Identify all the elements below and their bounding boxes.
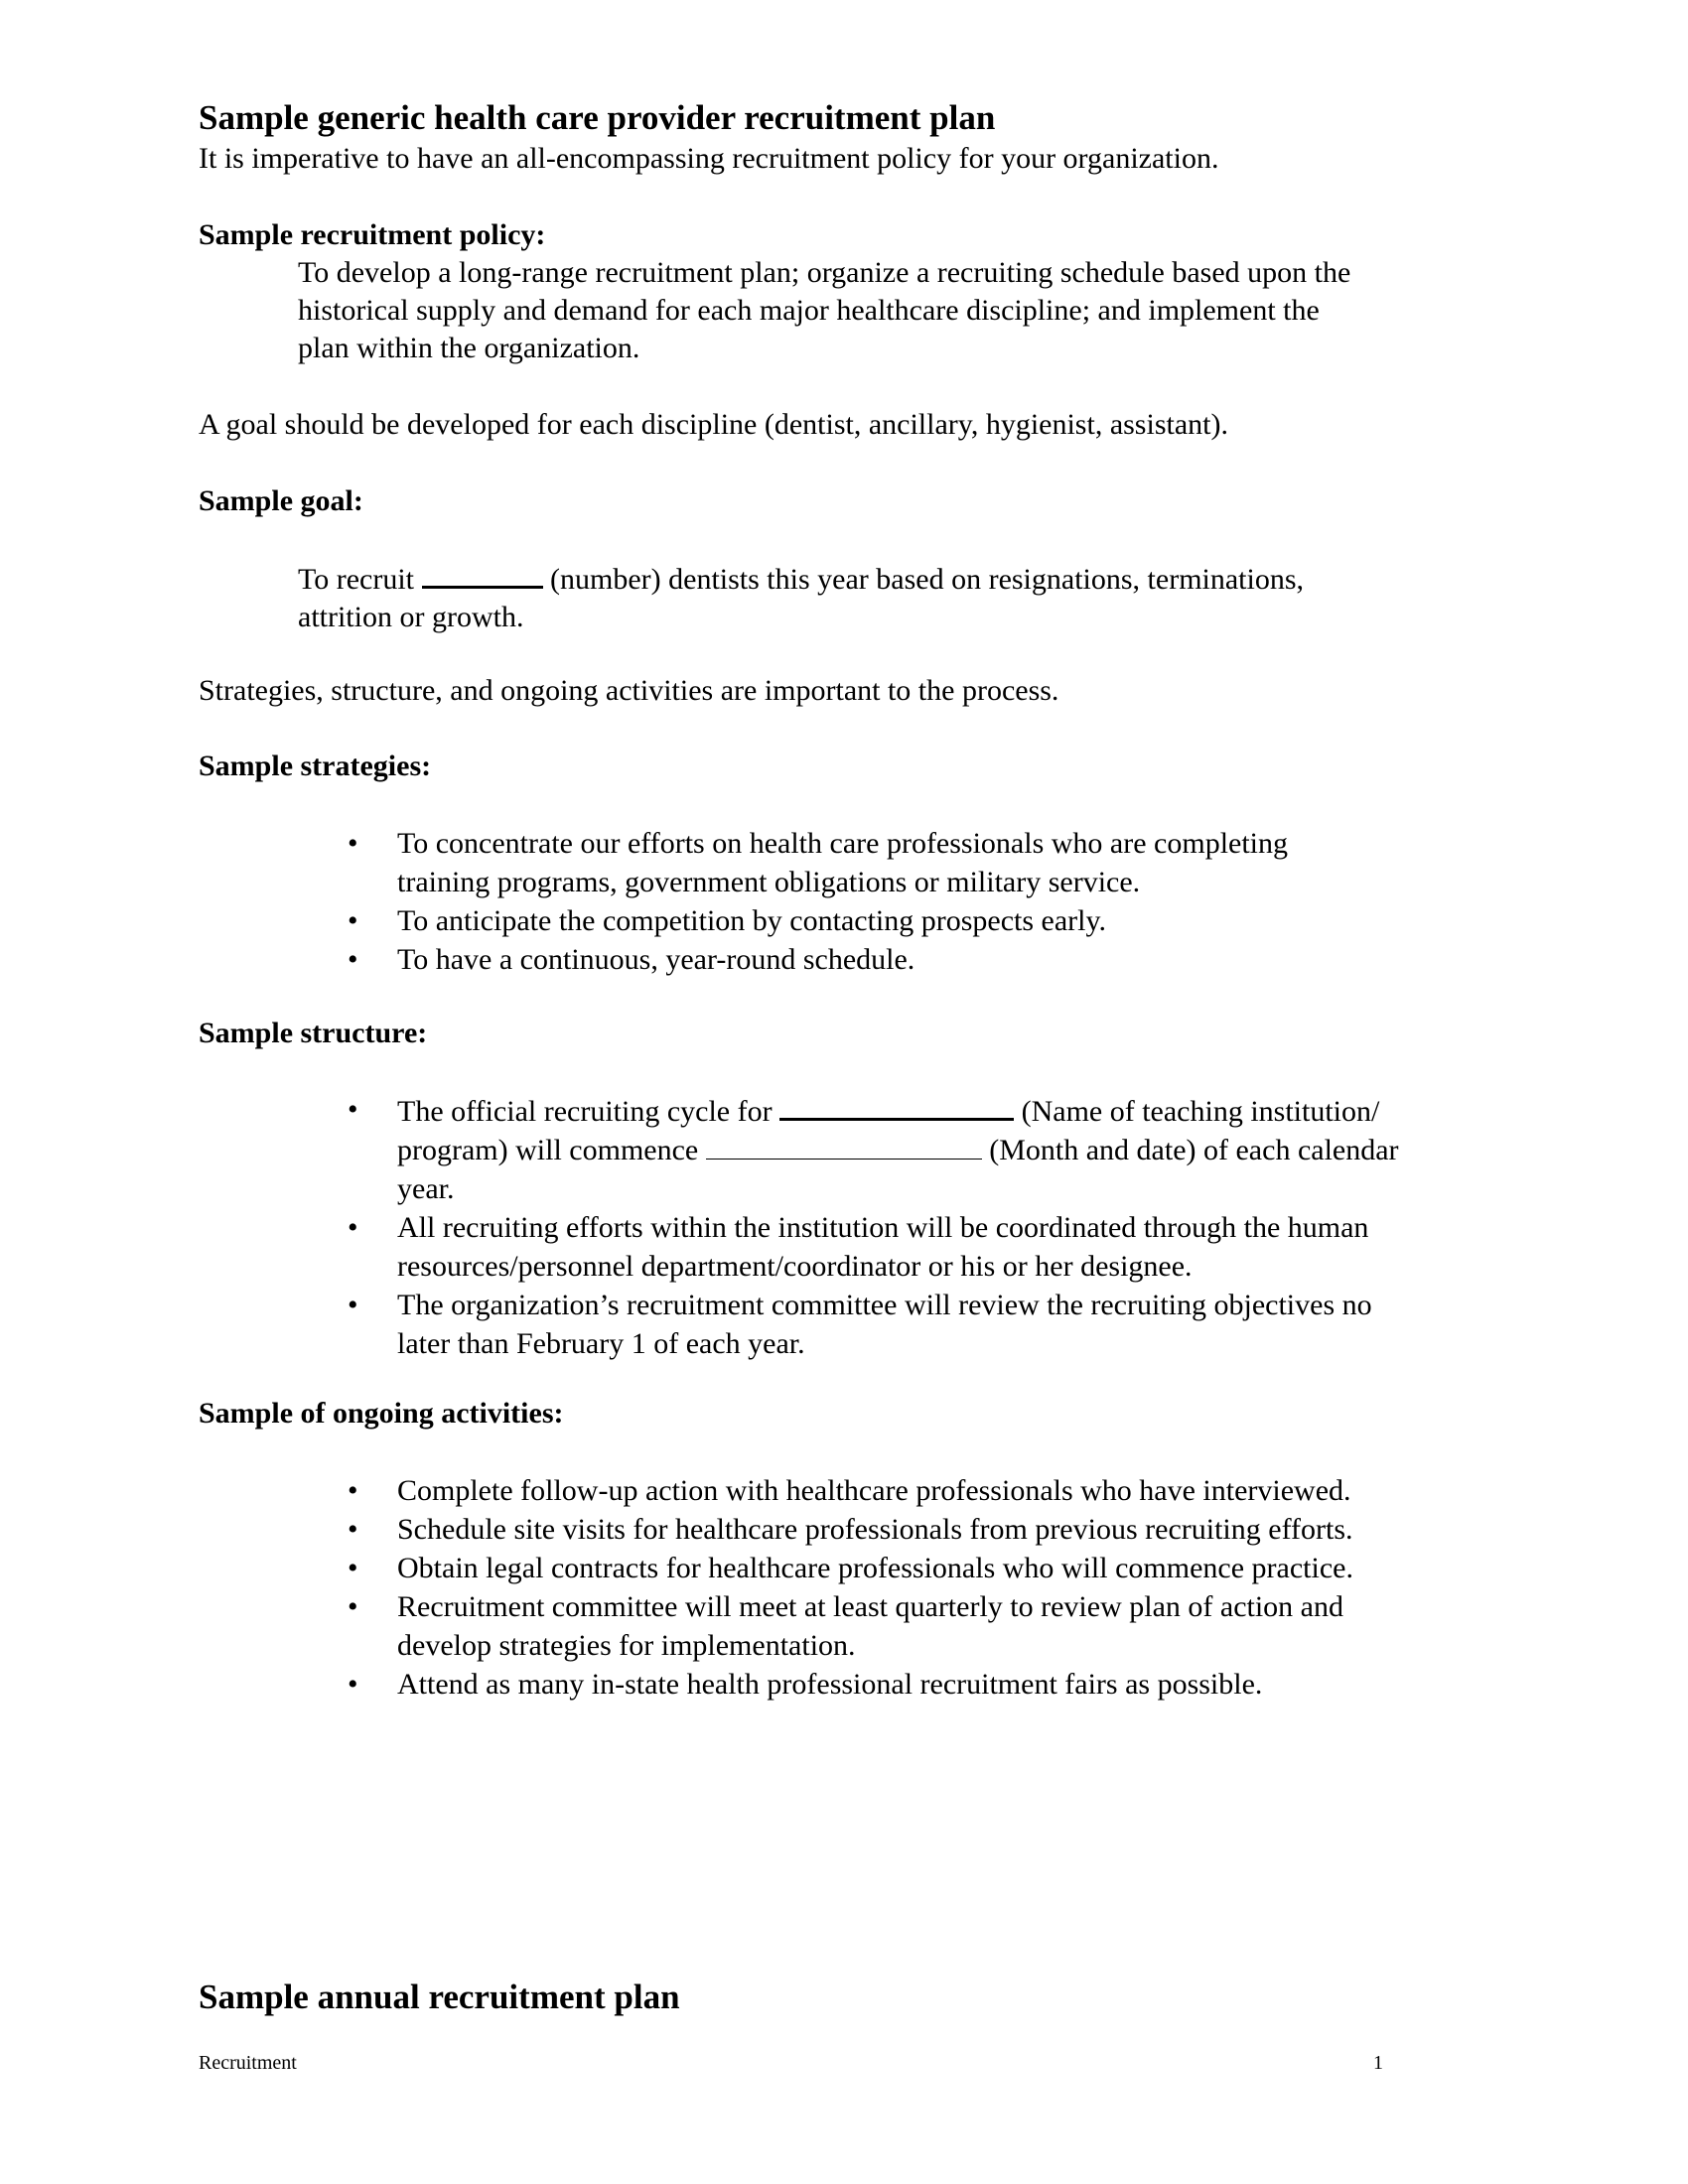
list-item bbox=[343, 824, 1288, 901]
list-item-text: later than February 1 of each year. bbox=[397, 1327, 805, 1360]
policy-line: To develop a long-range recruitment plan; organize a recruiting schedule based upon the bbox=[298, 256, 1351, 289]
activities-heading: Sample of ongoing activities: bbox=[199, 1397, 564, 1430]
list-item-text: Recruitment committee will meet at least quarterly to review plan of action and bbox=[397, 1590, 1343, 1623]
list-item-text: Complete follow-up action with healthcare professionals who have interviewed. bbox=[397, 1474, 1351, 1507]
list-item bbox=[343, 1587, 1353, 1665]
goal-line bbox=[298, 558, 1304, 599]
bullet-icon: • bbox=[348, 1513, 358, 1546]
goal-intro-text: A goal should be developed for each discipline (dentist, ancillary, hygienist, assistant). bbox=[199, 408, 1228, 441]
bullet-icon: • bbox=[348, 1552, 358, 1584]
bullet-icon: • bbox=[348, 1668, 358, 1701]
bullet-icon: • bbox=[348, 904, 358, 937]
list-item bbox=[343, 1208, 1399, 1286]
list-item bbox=[343, 1510, 1353, 1549]
structure-list bbox=[343, 1090, 1399, 1363]
list-item bbox=[343, 1286, 1399, 1363]
institution-name-blank bbox=[779, 1090, 1014, 1121]
list-item-text: Schedule site visits for healthcare professionals from previous recruiting efforts. bbox=[397, 1513, 1353, 1546]
bullet-icon: • bbox=[348, 1093, 358, 1126]
list-item-text: All recruiting efforts within the institution will be coordinated through the human bbox=[397, 1211, 1369, 1244]
list-item-text: training programs, government obligations or military service. bbox=[397, 866, 1141, 898]
bullet-icon: • bbox=[348, 1289, 358, 1321]
list-item-text bbox=[397, 1131, 1399, 1169]
bullet-icon: • bbox=[348, 1590, 358, 1623]
structure-text-before: program) will commence bbox=[397, 1134, 706, 1166]
policy-line: plan within the organization. bbox=[298, 332, 640, 364]
bullet-icon: • bbox=[348, 827, 358, 860]
list-item-text: year. bbox=[397, 1172, 455, 1205]
structure-heading: Sample structure: bbox=[199, 1017, 428, 1049]
policy-heading: Sample recruitment policy: bbox=[199, 218, 546, 251]
list-item-text: develop strategies for implementation. bbox=[397, 1629, 856, 1662]
list-item-text bbox=[397, 1090, 1399, 1131]
list-item-text: To have a continuous, year-round schedule. bbox=[397, 943, 915, 976]
goal-heading: Sample goal: bbox=[199, 484, 363, 517]
list-item bbox=[343, 1090, 1399, 1208]
list-item-text: Attend as many in-state health professional recruitment fairs as possible. bbox=[397, 1668, 1263, 1701]
policy-line: historical supply and demand for each major healthcare discipline; and implement the bbox=[298, 294, 1320, 327]
number-blank bbox=[422, 558, 543, 589]
list-item-text: To anticipate the competition by contacting prospects early. bbox=[397, 904, 1107, 937]
bullet-icon: • bbox=[348, 943, 358, 976]
goal-text-before: To recruit bbox=[298, 563, 422, 596]
footer-label: Recruitment bbox=[199, 2052, 297, 2074]
list-item-text: Obtain legal contracts for healthcare professionals who will commence practice. bbox=[397, 1552, 1353, 1584]
annual-plan-title: Sample annual recruitment plan bbox=[199, 1978, 680, 2016]
goal-text-after: (number) dentists this year based on resignations, terminations, bbox=[542, 563, 1305, 596]
list-item-text: To concentrate our efforts on health care professionals who are completing bbox=[397, 827, 1289, 860]
policy-text bbox=[298, 254, 1350, 367]
month-date-blank bbox=[706, 1131, 982, 1160]
goal-line: attrition or growth. bbox=[298, 601, 524, 633]
list-item bbox=[343, 1471, 1353, 1510]
list-item bbox=[343, 940, 1288, 979]
document-title: Sample generic health care provider recruitment plan bbox=[199, 98, 996, 137]
list-item bbox=[343, 901, 1288, 940]
structure-text-after: (Name of teaching institution/ bbox=[1014, 1095, 1380, 1128]
strategies-intro-text: Strategies, structure, and ongoing activities are important to the process. bbox=[199, 674, 1059, 707]
bullet-icon: • bbox=[348, 1211, 358, 1244]
list-item-text: The organization’s recruitment committee will review the recruiting objectives no bbox=[397, 1289, 1372, 1321]
list-item bbox=[343, 1549, 1353, 1587]
intro-text: It is imperative to have an all-encompassing recruitment policy for your organization. bbox=[199, 142, 1219, 175]
strategies-heading: Sample strategies: bbox=[199, 750, 432, 782]
structure-text-after: (Month and date) of each calendar bbox=[981, 1134, 1399, 1166]
bullet-icon: • bbox=[348, 1474, 358, 1507]
page-number: 1 bbox=[1373, 2052, 1383, 2074]
goal-text bbox=[298, 558, 1304, 636]
list-item-text: resources/personnel department/coordinator or his or her designee. bbox=[397, 1250, 1193, 1283]
activities-list bbox=[343, 1471, 1353, 1704]
structure-text-before: The official recruiting cycle for bbox=[397, 1095, 780, 1128]
strategies-list bbox=[343, 824, 1288, 979]
list-item bbox=[343, 1665, 1353, 1704]
